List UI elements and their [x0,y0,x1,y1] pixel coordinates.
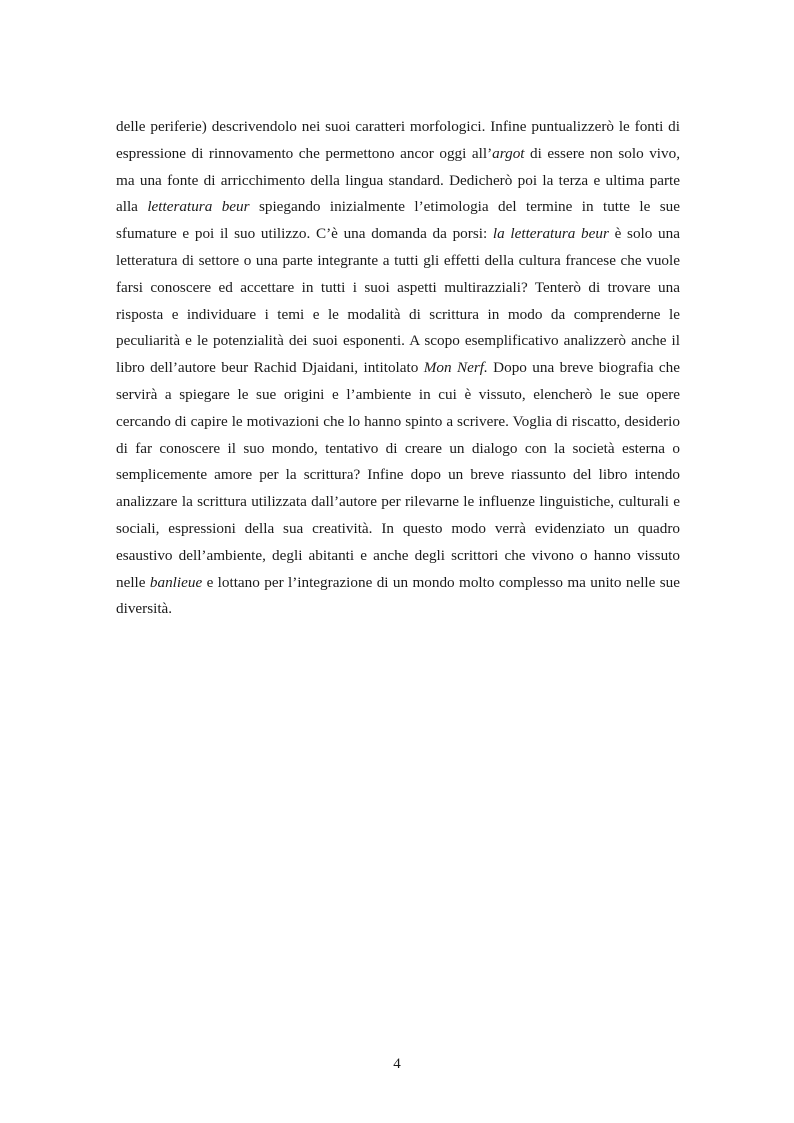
text-run: delle periferie) descrivendolo nei suoi caratteri morfologici. Infine puntualizzerò le fonti di espressione di rinnovamento che permettono ancor oggi all’ [116,118,680,162]
italic-term-letteratura-beur: letteratura beur [147,198,250,216]
italic-term-la-letteratura-beur: la letteratura beur [492,225,609,243]
text-run: e lottano per l’integrazione di un mondo molto complesso ma unito nelle sue diversità. [116,573,680,618]
text-run: di essere non solo vivo, ma una fonte di arricchimento della lingua standard. Dedicherò poi la terza e ultima parte alla [116,144,681,216]
text-run: è solo una letteratura di settore o una parte integrante a tutti gli effetti della cultura francese che vuole farsi conoscere ed accettare in tutti i suoi aspetti multirazziali? Tenterò di trovare una risposta e individuare i temi e le modalità di scrittura in modo da comprenderne le peculiarità e le potenzialità dei suoi esponenti. A scopo esemplificativo analizzerò anche il libro dell’autore beur Rachid Djaidani, intitolato [116,225,680,377]
text-run: Dopo una breve biografia che servirà a spiegare le sue origini e l’ambiente in cui è vissuto, elencherò le sue opere cercando di capire le motivazioni che lo hanno spinto a scrivere. Voglia di riscatto, desiderio di far conoscere il suo mondo, tentativo di creare un dialogo con la società esterna o semplicemente amore per la scrittura? Infine dopo un breve riassunto del libro intendo analizzare la scrittura utilizzata dall’autore per rilevarne le influenze linguistiche, culturali e sociali, espressioni della sua creatività. In questo modo verrà evidenziato un quadro esaustivo dell’ambiente, degli abitanti e anche degli scrittori che vivono o hanno vissuto nelle [116,359,680,591]
italic-term-banlieue: banlieue [149,573,203,591]
body-paragraph [116,114,680,623]
text-run: spiegando inizialmente l’etimologia del termine in tutte le sue sfumature e poi il suo utilizzo. C’è una domanda da porsi: [116,198,681,243]
italic-book-title: Mon Nerf. [423,359,488,377]
italic-term-argot: argot [492,144,525,162]
page-number: 4 [393,1056,401,1072]
